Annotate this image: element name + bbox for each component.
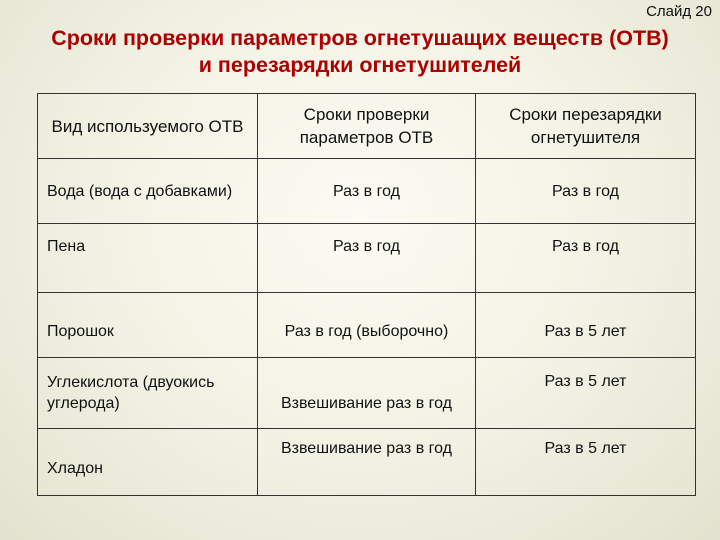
slide-title-line-2: и перезарядки огнетушителей (198, 53, 522, 77)
table-row (38, 293, 696, 358)
table-row (38, 358, 696, 429)
otv-type-text: Пена (47, 237, 86, 255)
recharge-period-text: Раз в 5 лет (544, 439, 627, 457)
otv-type-cell: Вода (вода с добавками) (38, 159, 258, 224)
recharge-period-cell (476, 358, 696, 429)
table-row (38, 224, 696, 293)
check-period-cell (258, 429, 476, 496)
table-row (38, 159, 696, 224)
table-row (38, 429, 696, 496)
recharge-period-text: Раз в 5 лет (544, 372, 627, 390)
otv-type-cell (38, 224, 258, 293)
slide-title (0, 25, 720, 79)
recharge-period-cell (476, 224, 696, 293)
check-period-text: Взвешивание раз в год (280, 439, 453, 457)
check-period-cell (258, 358, 476, 429)
otv-type-cell (38, 293, 258, 358)
recharge-period-text: Раз в год (552, 237, 619, 255)
check-period-cell (258, 224, 476, 293)
recharge-period-cell (476, 429, 696, 496)
otv-type-cell (38, 429, 258, 496)
check-period-cell: Раз в год (258, 159, 476, 224)
otv-schedule-table (37, 93, 696, 496)
otv-type-text: Порошок (47, 322, 114, 340)
header-recharge-period: Сроки перезарядки огнетушителя (476, 94, 696, 159)
otv-type-cell: Углекислота (двуокись углерода) (38, 358, 258, 429)
check-period-text: Раз в год (выборочно) (284, 322, 449, 340)
header-otv-type: Вид используемого ОТВ (38, 94, 258, 159)
recharge-period-text: Раз в 5 лет (544, 322, 627, 340)
slide-title-line-1: Сроки проверки параметров огнетушащих веществ (ОТВ) (51, 26, 669, 50)
check-period-text: Взвешивание раз в год (280, 394, 453, 412)
slide-number: Слайд 20 (646, 3, 712, 20)
recharge-period-cell: Раз в год (476, 159, 696, 224)
header-check-period: Сроки проверки параметров ОТВ (258, 94, 476, 159)
table-header-row (38, 94, 696, 159)
recharge-period-cell (476, 293, 696, 358)
check-period-text: Раз в год (333, 237, 400, 255)
otv-type-text: Хладон (47, 459, 103, 477)
check-period-cell (258, 293, 476, 358)
